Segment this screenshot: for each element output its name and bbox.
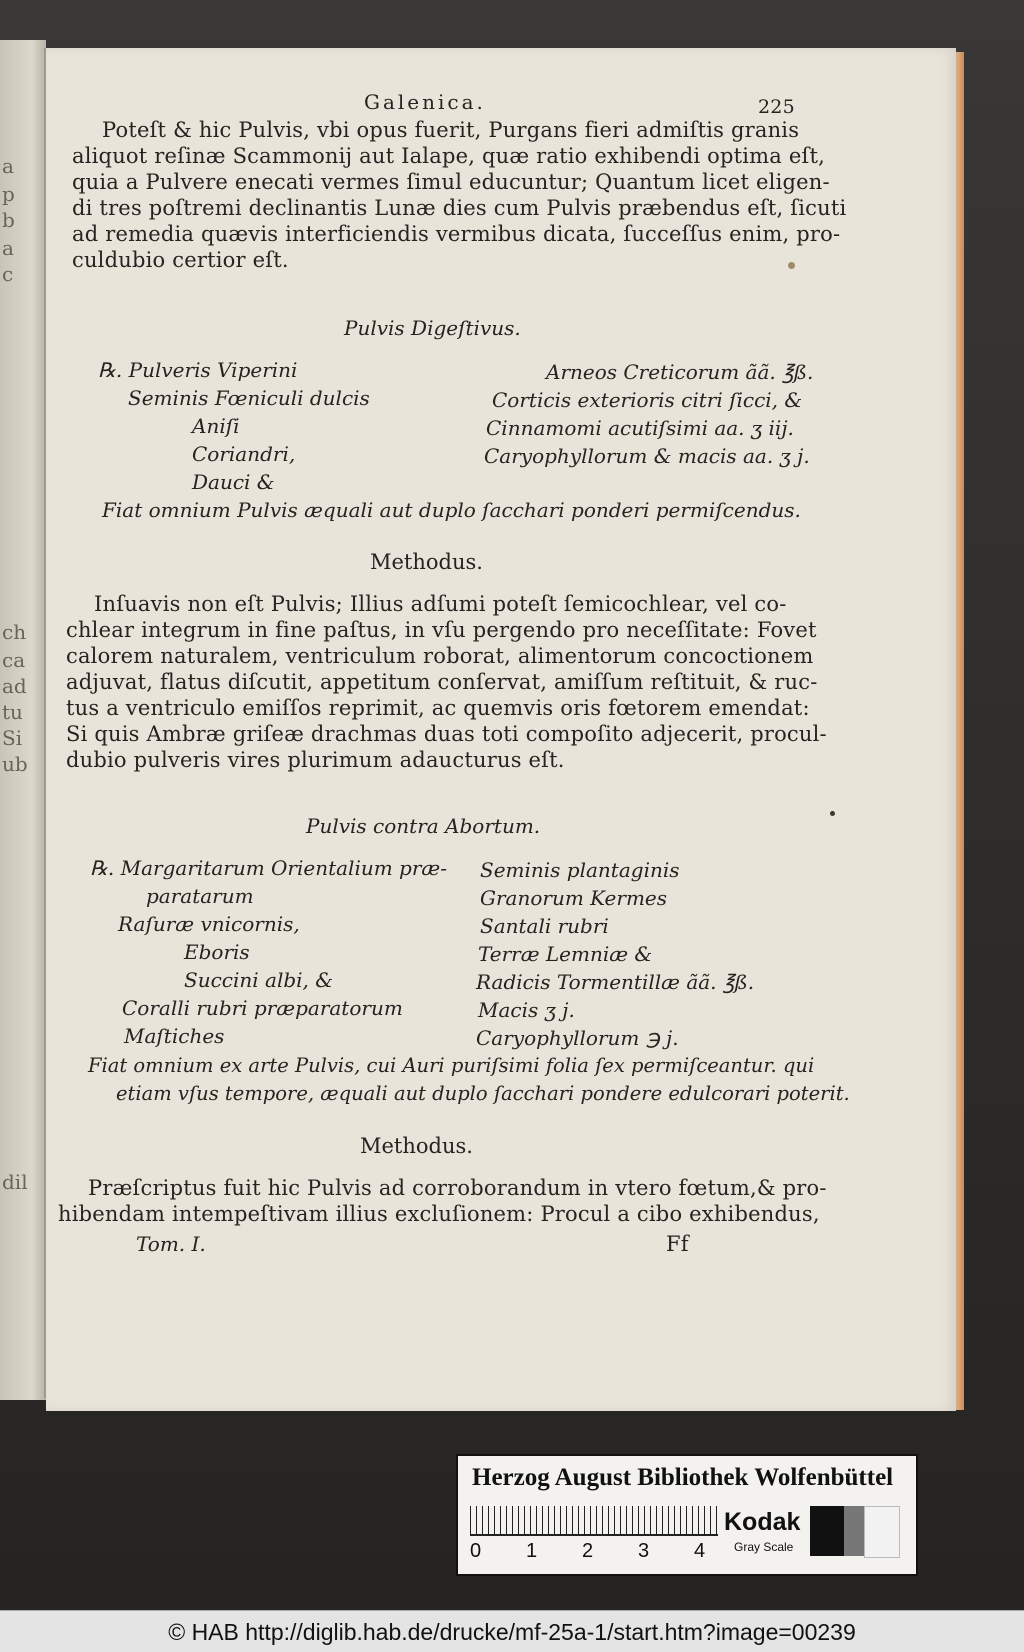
- foxing-spot: [788, 262, 795, 269]
- fragment: a: [2, 154, 14, 178]
- ingredient: Seminis Fœniculi dulcis: [128, 386, 370, 410]
- intro-line: ad remedia quævis interficiendis vermibus dicata, ſucceſſus enim, pro-: [72, 222, 841, 246]
- fragment: p: [2, 182, 15, 206]
- ingredient: Coralli rubri præparatorum: [122, 996, 403, 1020]
- gray-patch-black: [810, 1506, 844, 1556]
- ingredient: Caryophyllorum & macis aa. ʒ j.: [484, 444, 810, 468]
- fragment: tu: [2, 700, 23, 724]
- color-target: [456, 1454, 918, 1576]
- gray-scale-label: Gray Scale: [734, 1540, 794, 1554]
- method-line: Si quis Ambræ griſeæ drachmas duas toti compoſito adjecerit, procul-: [66, 722, 827, 746]
- fragment: dil: [2, 1170, 28, 1194]
- method-line: adjuvat, flatus diſcutit, appetitum conſervat, amiſſum reſtituit, & ruc-: [66, 670, 818, 694]
- scale-ruler: [470, 1506, 718, 1536]
- ingredient: Caryophyllorum ℈ j.: [476, 1026, 679, 1050]
- ingredient: Maſtiches: [124, 1024, 225, 1048]
- recipe-closing: Fiat omnium ex arte Pulvis, cui Auri puriſsimi folia ſex permiſceantur. qui: [88, 1054, 815, 1077]
- method-line: chlear integrum in fine paſtus, in vſu pergendo pro neceſſitate: Fovet: [66, 618, 817, 642]
- signature-mark: Tom. I.: [136, 1232, 206, 1256]
- library-name: Herzog August Bibliothek Wolfenbüttel: [472, 1464, 894, 1491]
- intro-line: culdubio certior eſt.: [72, 248, 289, 272]
- ingredient: Cinnamomi acutiſsimi aa. ʒ iij.: [486, 416, 794, 440]
- ink-speck: [830, 811, 835, 816]
- method-line: Inſuavis non eſt Pulvis; Illius adſumi poteſt ſemicochlear, vel co-: [94, 592, 787, 616]
- fragment: Si: [2, 726, 23, 750]
- fragment: ch: [2, 620, 27, 644]
- gray-patch-mid: [844, 1506, 864, 1556]
- ingredient: Arneos Creticorum ãã. ℥ß.: [546, 360, 814, 384]
- fragment: ca: [2, 648, 26, 672]
- ingredient: Seminis plantaginis: [480, 858, 680, 882]
- method-line: calorem naturalem, ventriculum roborat, alimentorum concoctionem: [66, 644, 814, 668]
- method-title: Methodus.: [360, 1134, 473, 1158]
- credit-footer: [0, 1610, 1024, 1652]
- fragment: ub: [2, 752, 28, 776]
- page-number: 225: [758, 96, 795, 118]
- recipe-closing: Fiat omnium Pulvis æquali aut duplo ſacchari ponderi permiſcendus.: [102, 498, 801, 522]
- scale-number: 2: [582, 1540, 594, 1562]
- ingredient: ℞. Margaritarum Orientalium præ-: [90, 856, 447, 880]
- book-page: [46, 48, 956, 1411]
- credit-text: © HAB http://diglib.hab.de/drucke/mf-25a-1/start.htm?image=00239: [168, 1619, 856, 1645]
- catchword: Ff: [666, 1232, 689, 1256]
- ingredient: Coriandri,: [192, 442, 296, 466]
- ingredient: Eboris: [184, 940, 250, 964]
- scale-number: 3: [638, 1540, 650, 1562]
- facing-page-edge: [0, 40, 46, 1400]
- intro-line: Poteſt & hic Pulvis, vbi opus fuerit, Purgans fieri admiſtis granis: [102, 118, 800, 142]
- recipe-title: Pulvis Digeſtivus.: [344, 316, 521, 340]
- scale-number: 1: [526, 1540, 538, 1562]
- gray-patch-white: [864, 1506, 900, 1558]
- ingredient: Aniſi: [192, 414, 240, 438]
- ingredient: Succini albi, &: [184, 968, 334, 992]
- ingredient: Radicis Tormentillæ ãã. ℥ß.: [476, 970, 755, 994]
- ingredient: Terræ Lemniæ &: [478, 942, 653, 966]
- fragment: c: [2, 262, 14, 286]
- intro-line: quia a Pulvere enecati vermes ſimul educuntur; Quantum licet eligen-: [72, 170, 830, 194]
- method-title: Methodus.: [370, 550, 483, 574]
- method-line: tus a ventriculo emiſſos reprimit, ac quemvis oris fœtorem emendat:: [66, 696, 810, 720]
- ingredient: Santali rubri: [480, 914, 609, 938]
- ingredient: Corticis exterioris citri ſicci, &: [492, 388, 803, 412]
- recipe-closing: etiam vſus tempore, æquali aut duplo ſacchari pondere edulcorari poterit.: [116, 1082, 850, 1105]
- ingredient: ℞. Pulveris Viperini: [98, 358, 298, 382]
- scale-number: 0: [470, 1540, 482, 1562]
- fragment: ad: [2, 674, 27, 698]
- ingredient: Macis ʒ j.: [478, 998, 575, 1022]
- running-head: Galenica.: [364, 90, 486, 114]
- kodak-logo: Kodak: [724, 1508, 801, 1536]
- intro-line: aliquot reſinæ Scammonij aut Ialape, quæ ratio exhibendi optima eſt,: [72, 144, 825, 168]
- scale-number: 4: [694, 1540, 706, 1562]
- ingredient: Raſuræ vnicornis,: [118, 912, 300, 936]
- recipe-title: Pulvis contra Abortum.: [306, 814, 541, 838]
- fragment: b: [2, 208, 15, 232]
- intro-line: di tres poſtremi declinantis Lunæ dies cum Pulvis præbendus eſt, ſicuti: [72, 196, 847, 220]
- ingredient: Dauci &: [192, 470, 275, 494]
- ingredient: paratarum: [146, 884, 254, 908]
- fragment: a: [2, 236, 14, 260]
- method-line: Præſcriptus fuit hic Pulvis ad corroborandum in vtero fœtum,& pro-: [88, 1176, 827, 1200]
- ingredient: Granorum Kermes: [480, 886, 668, 910]
- method-line: hibendam intempeſtivam illius excluſionem: Procul a cibo exhibendus,: [58, 1202, 820, 1226]
- method-line: dubio pulveris vires plurimum adaucturus eſt.: [66, 748, 565, 772]
